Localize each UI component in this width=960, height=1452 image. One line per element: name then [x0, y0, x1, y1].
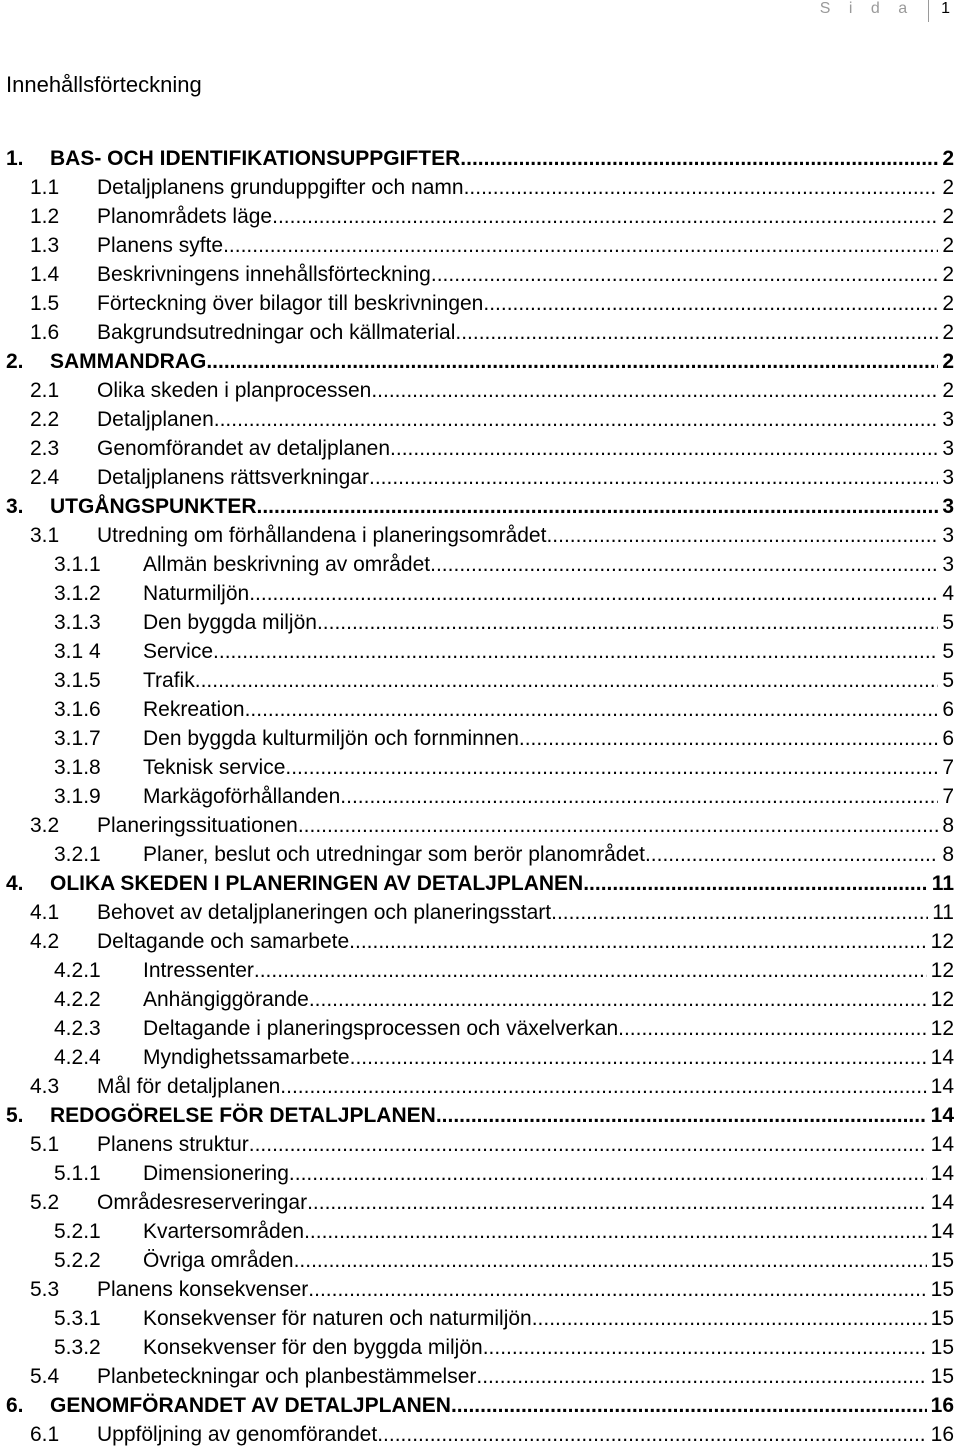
- toc-entry-line: [97, 376, 960, 405]
- toc-entry-line: [97, 1362, 960, 1391]
- toc-entry-number: 3.1.5: [54, 669, 101, 692]
- toc-entry-title: Intressenter: [143, 956, 254, 985]
- dot-leader: [249, 1130, 927, 1159]
- toc-entry-title: Konsekvenser för naturen och naturmiljön: [143, 1304, 532, 1333]
- toc-entry-page: 16: [930, 1423, 954, 1446]
- toc-entry-title: Planens syfte: [97, 231, 223, 260]
- toc-entry-title: Planens struktur: [97, 1130, 249, 1159]
- toc-entry[interactable]: [0, 724, 960, 753]
- toc-entry-page: 15: [930, 1249, 954, 1272]
- toc-entry[interactable]: [0, 521, 960, 550]
- toc-entry[interactable]: [0, 1391, 960, 1420]
- toc-entry[interactable]: [0, 927, 960, 956]
- dot-leader: [257, 492, 939, 521]
- toc-entry[interactable]: [0, 1014, 960, 1043]
- toc-entry-title: Deltagande och samarbete: [97, 927, 349, 956]
- toc-entry-title: OLIKA SKEDEN I PLANERINGEN AV DETALJPLANEN: [50, 869, 583, 898]
- toc-entry-title: BAS- OCH IDENTIFIKATIONSUPPGIFTER: [50, 144, 460, 173]
- toc-entry-title: Den byggda miljön: [143, 608, 317, 637]
- dot-leader: [369, 463, 938, 492]
- toc-entry[interactable]: [0, 318, 960, 347]
- dot-leader: [618, 1014, 927, 1043]
- toc-entry-line: [97, 260, 960, 289]
- toc-entry-title: Anhängiggörande: [143, 985, 309, 1014]
- toc-entry-number: 1.4: [30, 263, 60, 286]
- toc-entry-page: 15: [930, 1307, 954, 1330]
- toc-entry-line: [97, 463, 960, 492]
- toc-entry-number: 6.: [6, 1394, 24, 1417]
- dot-leader: [307, 1188, 927, 1217]
- toc-entry-number: 5.3.2: [54, 1336, 101, 1359]
- toc-entry-number: 3.1.6: [54, 698, 101, 721]
- toc-entry-page: 11: [931, 872, 954, 895]
- toc-entry-line: [143, 695, 960, 724]
- toc-entry-title: Planområdets läge: [97, 202, 272, 231]
- dot-leader: [206, 347, 938, 376]
- toc-entry-line: [97, 927, 960, 956]
- toc-entry[interactable]: [0, 898, 960, 927]
- toc-entry-title: Planer, beslut och utredningar som berör planområdet: [143, 840, 645, 869]
- toc-entry-line: [97, 1420, 960, 1449]
- toc-entry-title: Genomförandet av detaljplanen: [97, 434, 390, 463]
- toc-entry-page: 5: [942, 640, 954, 663]
- toc-entry[interactable]: [0, 405, 960, 434]
- toc-entry-number: 5.1.1: [54, 1162, 101, 1185]
- toc-entry-title: Naturmiljön: [143, 579, 249, 608]
- toc-entry-line: [143, 956, 960, 985]
- toc-entry-line: [50, 492, 960, 521]
- toc-entry-number: 2.1: [30, 379, 60, 402]
- toc-entry-line: [143, 550, 960, 579]
- dot-leader: [583, 869, 928, 898]
- toc-entry-title: GENOMFÖRANDET AV DETALJPLANEN: [50, 1391, 451, 1420]
- toc-entry[interactable]: [0, 144, 960, 173]
- toc-entry-page: 6: [942, 698, 954, 721]
- toc-entry-number: 4.2.3: [54, 1017, 101, 1040]
- toc-entry-title: Service: [143, 637, 213, 666]
- dot-leader: [285, 753, 938, 782]
- toc-entry-line: [50, 144, 960, 173]
- toc-entry-page: 7: [942, 785, 954, 808]
- dot-leader: [294, 1246, 927, 1275]
- toc-entry-number: 4.2.1: [54, 959, 101, 982]
- toc-entry-page: 12: [930, 930, 954, 953]
- toc-entry-line: [50, 347, 960, 376]
- toc-entry-page: 2: [942, 379, 954, 402]
- toc-entry[interactable]: [0, 1072, 960, 1101]
- dot-leader: [272, 202, 938, 231]
- toc-entry-page: 15: [930, 1336, 954, 1359]
- toc-entry-number: 3.1.3: [54, 611, 101, 634]
- toc-entry-page: 3: [942, 495, 954, 518]
- toc-entry-number: 1.: [6, 147, 24, 170]
- toc-entry-number: 4.1: [30, 901, 60, 924]
- dot-leader: [254, 956, 927, 985]
- toc-entry[interactable]: [0, 1275, 960, 1304]
- toc-entry-page: 14: [930, 1162, 954, 1185]
- toc-entry-number: 4.2.2: [54, 988, 101, 1011]
- toc-entry-page: 15: [930, 1278, 954, 1301]
- toc-entry-title: Uppföljning av genomförandet: [97, 1420, 377, 1449]
- page-label: S i d a: [819, 0, 915, 17]
- toc-entry[interactable]: [0, 579, 960, 608]
- toc-entry[interactable]: [0, 753, 960, 782]
- toc-entry-line: [97, 811, 960, 840]
- toc-entry-page: 11: [932, 901, 954, 924]
- toc-entry-title: Mål för detaljplanen: [97, 1072, 280, 1101]
- toc-entry-title: Rekreation: [143, 695, 245, 724]
- dot-leader: [436, 1101, 927, 1130]
- toc-entry-page: 3: [942, 408, 954, 431]
- toc-entry-title: Bakgrundsutredningar och källmaterial: [97, 318, 455, 347]
- toc-entry-number: 2.4: [30, 466, 60, 489]
- toc-entry[interactable]: [0, 202, 960, 231]
- toc-entry-number: 5.2: [30, 1191, 60, 1214]
- dot-leader: [298, 811, 939, 840]
- toc-entry-number: 5.1: [30, 1133, 60, 1156]
- toc-entry-line: [50, 869, 960, 898]
- dot-leader: [350, 1043, 927, 1072]
- toc-entry-page: 6: [942, 727, 954, 750]
- toc-entry[interactable]: [0, 1333, 960, 1362]
- toc-entry-page: 3: [942, 524, 954, 547]
- dot-leader: [451, 1391, 927, 1420]
- dot-leader: [532, 1304, 927, 1333]
- toc-entry-line: [143, 1043, 960, 1072]
- dot-leader: [390, 434, 938, 463]
- toc-entry-page: 3: [942, 437, 954, 460]
- toc-entry-title: Allmän beskrivning av området: [143, 550, 430, 579]
- toc-entry-page: 2: [942, 350, 954, 373]
- toc-entry[interactable]: [0, 985, 960, 1014]
- dot-leader: [460, 144, 938, 173]
- dot-leader: [483, 1333, 927, 1362]
- toc-entry-line: [143, 1333, 960, 1362]
- toc-entry[interactable]: [0, 1159, 960, 1188]
- toc-entry-page: 16: [930, 1394, 954, 1417]
- page-header: [820, 0, 960, 22]
- toc-entry-number: 2.3: [30, 437, 60, 460]
- toc-entry-page: 5: [942, 611, 954, 634]
- toc-entry[interactable]: [0, 260, 960, 289]
- dot-leader: [309, 985, 927, 1014]
- toc-entry-line: [143, 637, 960, 666]
- dot-leader: [245, 695, 939, 724]
- dot-leader: [455, 318, 938, 347]
- toc-entry-page: 2: [942, 321, 954, 344]
- dot-leader: [431, 260, 938, 289]
- toc-entry-number: 3.1.7: [54, 727, 101, 750]
- dot-leader: [317, 608, 938, 637]
- toc-entry-page: 14: [930, 1220, 954, 1243]
- toc-entry-title: Detaljplanen: [97, 405, 214, 434]
- toc-entry-title: Kvartersområden: [143, 1217, 304, 1246]
- page-number: 1: [941, 0, 950, 17]
- toc-entry-number: 3.: [6, 495, 24, 518]
- toc-entry-page: 14: [930, 1104, 954, 1127]
- toc-entry[interactable]: [0, 956, 960, 985]
- toc-entry[interactable]: [0, 811, 960, 840]
- toc-entry-line: [143, 1159, 960, 1188]
- toc-entry[interactable]: [0, 289, 960, 318]
- dot-leader: [476, 1362, 926, 1391]
- toc-entry[interactable]: [0, 695, 960, 724]
- toc-entry-page: 8: [942, 843, 954, 866]
- toc-entry[interactable]: [0, 782, 960, 811]
- toc-entry-line: [143, 985, 960, 1014]
- toc-entry-page: 3: [942, 466, 954, 489]
- toc-entry-page: 14: [930, 1046, 954, 1069]
- toc-entry[interactable]: [0, 1188, 960, 1217]
- toc-entry-line: [143, 1217, 960, 1246]
- toc-entry-title: Detaljplanens grunduppgifter och namn: [97, 173, 464, 202]
- toc-entry-number: 1.2: [30, 205, 60, 228]
- toc-entry-number: 5.2.2: [54, 1249, 101, 1272]
- toc-entry-title: Markägoförhållanden: [143, 782, 340, 811]
- toc-entry-title: Teknisk service: [143, 753, 285, 782]
- toc-entry-number: 5.4: [30, 1365, 60, 1388]
- toc-entry-page: 5: [942, 669, 954, 692]
- toc-entry-title: Områdesreserveringar: [97, 1188, 307, 1217]
- toc-entry-title: Deltagande i planeringsprocessen och växelverkan: [143, 1014, 618, 1043]
- toc-entry-line: [50, 1391, 960, 1420]
- toc-entry-title: Detaljplanens rättsverkningar: [97, 463, 369, 492]
- toc-entry[interactable]: [0, 666, 960, 695]
- toc-entry-number: 2.: [6, 350, 24, 373]
- toc-entry[interactable]: [0, 1246, 960, 1275]
- toc-entry-line: [97, 202, 960, 231]
- toc-entry-title: Förteckning över bilagor till beskrivningen: [97, 289, 483, 318]
- toc-entry-line: [143, 753, 960, 782]
- toc-entry[interactable]: [0, 492, 960, 521]
- toc-entry-title: Myndighetssamarbete: [143, 1043, 350, 1072]
- dot-leader: [546, 521, 938, 550]
- toc-entry-page: 4: [942, 582, 954, 605]
- toc-entry-number: 2.2: [30, 408, 60, 431]
- toc-entry-line: [97, 1072, 960, 1101]
- toc-entry-page: 14: [930, 1133, 954, 1156]
- toc-entry[interactable]: [0, 173, 960, 202]
- toc-entry-line: [143, 1246, 960, 1275]
- toc-entry-line: [97, 1275, 960, 1304]
- toc-entry-number: 3.1.8: [54, 756, 101, 779]
- toc-title: Innehållsförteckning: [6, 72, 202, 97]
- dot-leader: [430, 550, 938, 579]
- table-of-contents: [0, 144, 960, 1449]
- toc-entry-title: Planeringssituationen: [97, 811, 298, 840]
- dot-leader: [519, 724, 938, 753]
- toc-entry[interactable]: [0, 608, 960, 637]
- toc-entry-number: 3.1.9: [54, 785, 101, 808]
- toc-entry-page: 2: [942, 205, 954, 228]
- toc-entry-line: [97, 231, 960, 260]
- toc-entry-page: 12: [930, 988, 954, 1011]
- toc-entry-number: 1.5: [30, 292, 60, 315]
- toc-entry-line: [143, 724, 960, 753]
- toc-entry-number: 3.2.1: [54, 843, 101, 866]
- toc-entry-title: Övriga områden: [143, 1246, 294, 1275]
- toc-entry-number: 3.1.1: [54, 553, 101, 576]
- toc-entry-number: 1.1: [30, 176, 60, 199]
- dot-leader: [195, 666, 939, 695]
- toc-entry-number: 3.1.2: [54, 582, 101, 605]
- toc-entry-page: 14: [930, 1191, 954, 1214]
- toc-entry-page: 3: [942, 553, 954, 576]
- toc-entry-line: [97, 434, 960, 463]
- toc-entry[interactable]: [0, 637, 960, 666]
- toc-entry-title: Trafik: [143, 666, 195, 695]
- toc-entry-number: 4.3: [30, 1075, 60, 1098]
- dot-leader: [340, 782, 938, 811]
- toc-entry-line: [143, 608, 960, 637]
- toc-entry-title: SAMMANDRAG: [50, 347, 206, 376]
- toc-entry-number: 5.: [6, 1104, 24, 1127]
- toc-entry[interactable]: [0, 1043, 960, 1072]
- toc-entry-line: [143, 1304, 960, 1333]
- dot-leader: [464, 173, 939, 202]
- toc-entry-line: [97, 173, 960, 202]
- dot-leader: [213, 637, 938, 666]
- toc-entry-page: 2: [942, 263, 954, 286]
- toc-entry-number: 4.2: [30, 930, 60, 953]
- toc-entry-line: [97, 1188, 960, 1217]
- toc-entry-number: 4.: [6, 872, 24, 895]
- toc-entry[interactable]: [0, 1304, 960, 1333]
- toc-entry-line: [143, 1014, 960, 1043]
- toc-entry-title: Den byggda kulturmiljön och fornminnen: [143, 724, 519, 753]
- toc-entry-page: 15: [930, 1365, 954, 1388]
- dot-leader: [551, 898, 928, 927]
- toc-entry[interactable]: [0, 1101, 960, 1130]
- toc-entry-number: 6.1: [30, 1423, 60, 1446]
- toc-entry[interactable]: [0, 1362, 960, 1391]
- toc-entry[interactable]: [0, 1130, 960, 1159]
- toc-entry-page: 2: [942, 292, 954, 315]
- toc-entry-line: [143, 666, 960, 695]
- toc-entry-line: [97, 898, 960, 927]
- toc-entry-page: 14: [930, 1075, 954, 1098]
- toc-entry-page: 2: [942, 234, 954, 257]
- toc-entry-number: 5.2.1: [54, 1220, 101, 1243]
- toc-entry-title: Dimensionering: [143, 1159, 289, 1188]
- dot-leader: [377, 1420, 926, 1449]
- toc-entry[interactable]: [0, 550, 960, 579]
- toc-entry-title: Beskrivningens innehållsförteckning: [97, 260, 431, 289]
- toc-entry-number: 1.6: [30, 321, 60, 344]
- toc-entry[interactable]: [0, 231, 960, 260]
- toc-entry-line: [143, 579, 960, 608]
- toc-entry-line: [143, 782, 960, 811]
- toc-entry[interactable]: [0, 869, 960, 898]
- toc-entry-line: [97, 1130, 960, 1159]
- toc-entry-line: [97, 405, 960, 434]
- toc-entry-number: 3.1: [30, 524, 60, 547]
- toc-entry-line: [97, 318, 960, 347]
- dot-leader: [249, 579, 938, 608]
- toc-entry-title: Olika skeden i planprocessen: [97, 376, 371, 405]
- toc-entry-page: 12: [930, 1017, 954, 1040]
- toc-entry-title: Planens konsekvenser: [97, 1275, 308, 1304]
- toc-entry[interactable]: [0, 347, 960, 376]
- dot-leader: [349, 927, 926, 956]
- toc-entry-title: Planbeteckningar och planbestämmelser: [97, 1362, 476, 1391]
- dot-leader: [483, 289, 938, 318]
- dot-leader: [214, 405, 939, 434]
- toc-entry-line: [143, 840, 960, 869]
- toc-entry-title: REDOGÖRELSE FÖR DETALJPLANEN: [50, 1101, 436, 1130]
- toc-entry-line: [50, 1101, 960, 1130]
- dot-leader: [371, 376, 938, 405]
- toc-entry-title: Utredning om förhållandena i planeringsområdet: [97, 521, 546, 550]
- toc-entry[interactable]: [0, 434, 960, 463]
- toc-entry[interactable]: [0, 1217, 960, 1246]
- toc-entry-page: 2: [942, 147, 954, 170]
- toc-entry-number: 4.2.4: [54, 1046, 101, 1069]
- toc-entry-page: 12: [930, 959, 954, 982]
- toc-entry-title: Konsekvenser för den byggda miljön: [143, 1333, 483, 1362]
- toc-entry-number: 3.1 4: [54, 640, 101, 663]
- toc-entry-number: 1.3: [30, 234, 60, 257]
- dot-leader: [280, 1072, 926, 1101]
- toc-entry-page: 8: [942, 814, 954, 837]
- toc-entry-title: UTGÅNGSPUNKTER: [50, 492, 257, 521]
- dot-leader: [289, 1159, 927, 1188]
- toc-entry-title: Behovet av detaljplaneringen och planeringsstart: [97, 898, 551, 927]
- dot-leader: [223, 231, 938, 260]
- toc-entry[interactable]: [0, 840, 960, 869]
- dot-leader: [308, 1275, 926, 1304]
- dot-leader: [645, 840, 938, 869]
- toc-entry-line: [97, 289, 960, 318]
- toc-entry-number: 5.3.1: [54, 1307, 101, 1330]
- dot-leader: [304, 1217, 927, 1246]
- toc-entry[interactable]: [0, 1420, 960, 1449]
- toc-entry-number: 3.2: [30, 814, 60, 837]
- toc-entry-page: 7: [942, 756, 954, 779]
- toc-entry[interactable]: [0, 463, 960, 492]
- toc-entry[interactable]: [0, 376, 960, 405]
- toc-entry-page: 2: [942, 176, 954, 199]
- toc-entry-number: 5.3: [30, 1278, 60, 1301]
- toc-entry-line: [97, 521, 960, 550]
